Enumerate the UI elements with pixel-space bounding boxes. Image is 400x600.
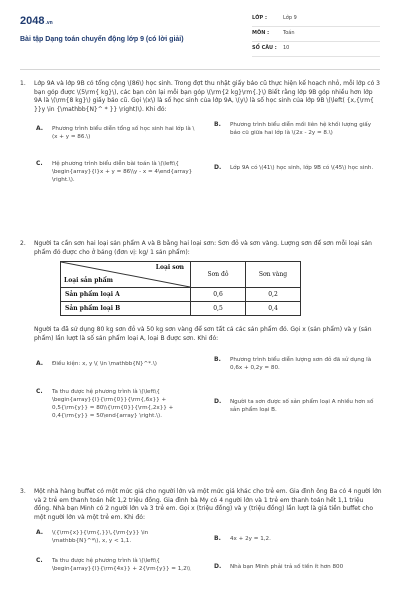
option-letter: A.	[36, 124, 44, 132]
meta-value: Toán	[283, 30, 295, 37]
question-text-2: Người ta đã sử dụng 80 kg sơn đỏ và 50 kg sơn vàng để sơn tất cả các sản phẩm đó. Gọi x (sản phẩm) và y (sản phẩm) lần lượt là số sản phẩm loại A, loại B được sơn. Khi đó:	[34, 326, 372, 343]
option-b[interactable]	[214, 121, 382, 137]
option-letter: C.	[36, 556, 43, 564]
page-header	[0, 0, 400, 66]
question-2	[20, 240, 382, 434]
question-number: 1.	[20, 80, 26, 87]
document-title: Bài tập Dạng toán chuyển động lớp 9 (có lời giải)	[20, 36, 184, 43]
option-d[interactable]	[214, 398, 382, 414]
table-cell: 0,6	[191, 288, 246, 302]
table-header-row	[61, 262, 301, 288]
paint-table	[60, 261, 301, 316]
option-text: \({\rm{x}}{\rm{,}}\,{\rm{y}} \in \mathbb{N}^*\), x, y < 1,1.	[52, 529, 149, 544]
option-c[interactable]	[36, 160, 196, 184]
option-letter: D.	[214, 163, 222, 171]
option-letter: A.	[36, 528, 44, 536]
row-label: Sản phẩm loại A	[61, 288, 191, 302]
option-d[interactable]	[214, 164, 382, 173]
meta-row-class	[252, 12, 380, 27]
row-label: Sản phẩm loại B	[61, 302, 191, 316]
option-text: Phương trình biểu diễn lượng sơn đỏ đã sử dụng là 0,6x + 0,2y = 80.	[230, 356, 372, 371]
option-a[interactable]	[36, 529, 196, 545]
table-row	[61, 302, 301, 316]
option-letter: A.	[36, 359, 44, 367]
meta-key: SỐ CÂU :	[252, 45, 277, 52]
meta-value: Lớp 9	[283, 15, 297, 22]
option-letter: C.	[36, 159, 43, 167]
option-text: Ta thu được hệ phương trình là \(\left\{ \begin{array}{l}{\rm{0}}{\rm{,6x}} + 0,5{\rm{y}} = 80\\{\rm{0}}{\rm{,2x}} + 0,4{\rm{y}} = 50\end{array} \right.\).	[52, 388, 174, 420]
question-text: Lớp 9A và lớp 9B có tổng cộng \(86\) học sinh. Trong đợt thu nhặt giấy báo cũ thực hiện kế hoạch nhỏ, mỗi lớp có 3 bạn góp được \(5\rm{ kg}\), các bạn còn lại mỗi bạn góp \(\rm{2 kg}\rm{.}\) Biết rằng lớp 9B góp nhiều hơn lớp 9A là \(\rm{8 kg}\) giấy báo cũ. Gọi \(x\) là số học sinh của lớp 9A, \(y\) là số học sinh của lớp 9B \(\left( {x,{\rm{ }}y \in {\mathbb{N}^ * }} \right)\). Khi đó:	[34, 80, 380, 114]
option-c[interactable]	[36, 388, 196, 420]
column-header: Sơn vàng	[246, 262, 301, 288]
option-letter: B.	[214, 120, 221, 128]
option-b[interactable]	[214, 356, 382, 372]
logo-text: 2048	[20, 15, 45, 27]
options-group	[36, 529, 382, 589]
meta-key: LỚP :	[252, 15, 267, 22]
question-text: Người ta cần sơn hai loại sản phẩm A và B bằng hai loại sơn: Sơn đỏ và sơn vàng. Lượng sơn để sơn mỗi loại sản phẩm đó được cho ở bảng (đơn vị: kg/ 1 sản phẩm):	[34, 240, 372, 256]
option-a[interactable]	[36, 125, 196, 141]
option-letter: D.	[214, 562, 222, 570]
table-corner-cell	[61, 262, 191, 288]
header-divider	[20, 69, 380, 70]
option-text: Phương trình biểu diễn mối liên hệ khối lượng giấy báo cũ giữa hai lớp là \(2x - 2y = 8.\)	[230, 121, 372, 136]
option-text: Ta thu được hệ phương trình là \(\left\{ \begin{array}{l}{\rm{4x}} + 2{\rm{y}} = 1,2\\	[52, 557, 191, 572]
corner-top-label: Loại sơn	[155, 264, 184, 272]
question-1	[20, 80, 382, 195]
table-row	[61, 288, 301, 302]
options-group	[36, 121, 382, 195]
option-text: Điều kiện: x, y \( \in \mathbb{N}^*.\)	[52, 360, 157, 367]
meta-value: 10	[283, 45, 290, 52]
document-meta	[252, 12, 380, 57]
table-cell: 0,4	[246, 302, 301, 316]
option-b[interactable]	[214, 535, 382, 544]
meta-row-count	[252, 42, 380, 57]
option-text: Phương trình biểu diễn tổng số học sinh hai lớp là \(x + y = 86.\)	[52, 125, 195, 140]
option-c[interactable]	[36, 557, 196, 573]
table-cell: 0,2	[246, 288, 301, 302]
option-d[interactable]	[214, 563, 382, 572]
table-cell: 0,5	[191, 302, 246, 316]
question-text: Một nhà hàng buffet có một mức giá cho người lớn và một mức giá khác cho trẻ em. Gia đình ông Ba có 4 người lớn và 2 trẻ em thanh toán hết 1,2 triệu đồng. Gia đình bà My có 4 người lớn và 1 trẻ em thanh toán hết 1,1 triệu đồng. Nhà bạn Minh có 2 người lớn và 3 trẻ em. Gọi x (triệu đồng) và y (triệu đồng) lần lượt là giá tiền buffet cho một người lớn và một trẻ em. Khi đó:	[34, 488, 382, 522]
site-logo[interactable]	[20, 14, 53, 30]
question-number: 2.	[20, 240, 26, 247]
option-letter: D.	[214, 397, 222, 405]
corner-bottom-label: Loại sản phẩm	[64, 276, 113, 284]
option-text: 4x + 2y = 1,2.	[230, 535, 271, 542]
options-group	[36, 350, 382, 434]
option-text: Nhà bạn Minh phải trả số tiền ít hơn 800	[230, 563, 344, 570]
option-letter: B.	[214, 355, 221, 363]
option-letter: B.	[214, 534, 221, 542]
option-text: Người ta sơn được số sản phẩm loại A nhiều hơn số sản phẩm loại B.	[230, 398, 374, 413]
option-letter: C.	[36, 387, 43, 395]
option-text: Hệ phương trình biểu diễn bài toán là \(\left\{ \begin{array}{l}x + y = 86\\y - x = 4\end{array} \right.\).	[52, 160, 193, 183]
question-3	[20, 488, 382, 589]
option-a[interactable]	[36, 360, 196, 369]
column-header: Sơn đỏ	[191, 262, 246, 288]
logo-suffix: .vn	[45, 20, 53, 26]
meta-row-subject	[252, 27, 380, 42]
meta-key: MÔN :	[252, 30, 270, 37]
question-number: 3.	[20, 488, 26, 495]
option-text: Lớp 9A có \(41\) học sinh, lớp 9B có \(45\) học sinh.	[230, 164, 374, 171]
